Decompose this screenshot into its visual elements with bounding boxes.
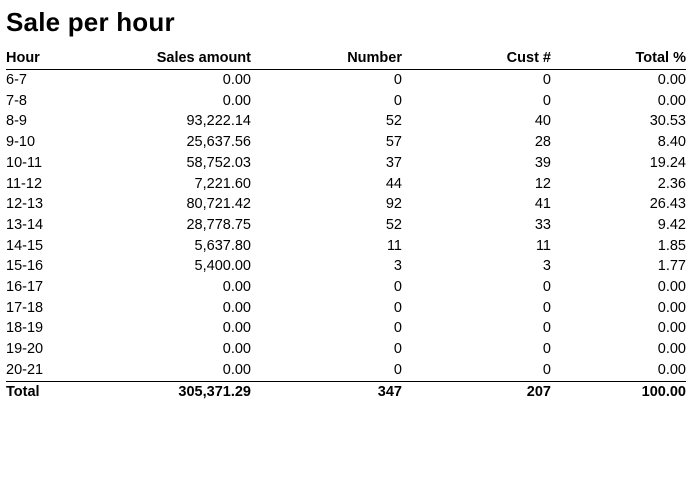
cell-cust: 12 [534, 175, 551, 192]
cell-hour: 6-7 [6, 72, 27, 88]
table-body [6, 70, 686, 382]
cell-number: 52 [385, 113, 402, 130]
cell-hour: 17-18 [6, 299, 44, 316]
cell-sales-amount: 7,221.60 [194, 175, 251, 192]
cell-cust: 0 [542, 279, 551, 296]
cell-total-pct: 1.77 [657, 258, 686, 275]
cell-number: 0 [393, 279, 402, 296]
cell-hour: 13-14 [6, 216, 44, 233]
sales-table [6, 47, 686, 403]
table-row [6, 298, 686, 319]
column-header-number: Number [251, 47, 402, 70]
header-row [6, 47, 686, 70]
total-cust: 207 [402, 381, 551, 403]
cell-sales-amount: 0.00 [222, 361, 251, 378]
cell-cust: 0 [542, 361, 551, 378]
table-row [6, 111, 686, 132]
column-header-cust: Cust # [402, 47, 551, 70]
cell-cust: 41 [534, 196, 551, 213]
cell-total-pct: 30.53 [649, 113, 686, 130]
cell-sales-amount: 0.00 [222, 279, 251, 296]
cell-number: 0 [393, 341, 402, 358]
total-sales-amount: 305,371.29 [96, 381, 251, 403]
column-header-hour: Hour [6, 47, 96, 70]
column-header-sales-amount: Sales amount [96, 47, 251, 70]
cell-cust: 28 [534, 134, 551, 151]
cell-number: 57 [385, 134, 402, 151]
cell-cust: 0 [542, 299, 551, 316]
cell-sales-amount: 0.00 [222, 320, 251, 337]
cell-hour: 19-20 [6, 341, 44, 358]
cell-total-pct: 8.40 [657, 134, 686, 151]
cell-number: 44 [385, 175, 402, 192]
table-row [6, 339, 686, 360]
cell-number: 37 [385, 154, 402, 171]
table-row [6, 194, 686, 215]
cell-cust: 0 [542, 72, 551, 88]
cell-hour: 15-16 [6, 258, 44, 275]
total-row [6, 381, 686, 403]
cell-sales-amount: 25,637.56 [186, 134, 251, 151]
table-row [6, 256, 686, 277]
cell-sales-amount: 0.00 [222, 72, 251, 88]
table-row [6, 70, 686, 91]
cell-cust: 0 [542, 341, 551, 358]
table-footer [6, 381, 686, 403]
table-row [6, 132, 686, 153]
cell-number: 0 [393, 320, 402, 337]
cell-hour: 12-13 [6, 196, 44, 213]
cell-sales-amount: 0.00 [222, 341, 251, 358]
cell-number: 52 [385, 216, 402, 233]
cell-number: 0 [393, 92, 402, 109]
cell-total-pct: 0.00 [657, 279, 686, 296]
table-row [6, 318, 686, 339]
cell-total-pct: 0.00 [657, 341, 686, 358]
table-header [6, 47, 686, 70]
cell-hour: 18-19 [6, 320, 44, 337]
cell-cust: 40 [534, 113, 551, 130]
cell-cust: 11 [535, 237, 551, 254]
cell-total-pct: 2.36 [657, 175, 686, 192]
cell-number: 0 [393, 299, 402, 316]
table-row [6, 360, 686, 381]
cell-total-pct: 26.43 [649, 196, 686, 213]
cell-cust: 33 [534, 216, 551, 233]
cell-hour: 20-21 [6, 361, 44, 378]
cell-total-pct: 19.24 [649, 154, 686, 171]
table-row [6, 153, 686, 174]
cell-number: 3 [393, 258, 402, 275]
total-pct: 100.00 [551, 381, 686, 403]
cell-cust: 3 [542, 258, 551, 275]
table-row [6, 91, 686, 112]
total-number: 347 [251, 381, 402, 403]
cell-hour: 8-9 [6, 113, 27, 130]
cell-hour: 9-10 [6, 134, 36, 151]
total-label: Total [6, 381, 96, 403]
cell-hour: 11-12 [6, 175, 43, 192]
cell-total-pct: 0.00 [657, 361, 686, 378]
cell-total-pct: 1.85 [657, 237, 686, 254]
table-row [6, 215, 686, 236]
table-row [6, 277, 686, 298]
cell-hour: 10-11 [6, 154, 43, 171]
report-title: Sale per hour [6, 7, 175, 37]
cell-sales-amount: 80,721.42 [186, 196, 251, 213]
column-header-total-pct: Total % [551, 47, 686, 70]
cell-number: 11 [386, 237, 402, 254]
cell-total-pct: 0.00 [657, 72, 686, 88]
sales-report [6, 0, 693, 403]
table-row [6, 174, 686, 195]
cell-sales-amount: 0.00 [222, 92, 251, 109]
cell-hour: 14-15 [6, 237, 44, 254]
table-row [6, 236, 686, 257]
cell-cust: 0 [542, 92, 551, 109]
cell-sales-amount: 5,400.00 [194, 258, 251, 275]
cell-sales-amount: 58,752.03 [186, 154, 251, 171]
cell-number: 0 [393, 72, 402, 88]
cell-hour: 7-8 [6, 92, 27, 109]
cell-sales-amount: 5,637.80 [194, 237, 251, 254]
cell-sales-amount: 0.00 [222, 299, 251, 316]
cell-total-pct: 0.00 [657, 320, 686, 337]
cell-number: 0 [393, 361, 402, 378]
cell-cust: 0 [542, 320, 551, 337]
cell-total-pct: 9.42 [657, 216, 686, 233]
cell-sales-amount: 28,778.75 [186, 216, 251, 233]
cell-hour: 16-17 [6, 279, 44, 296]
cell-total-pct: 0.00 [657, 299, 686, 316]
cell-sales-amount: 93,222.14 [186, 113, 251, 130]
cell-total-pct: 0.00 [657, 92, 686, 109]
cell-cust: 39 [534, 154, 551, 171]
cell-number: 92 [385, 196, 402, 213]
